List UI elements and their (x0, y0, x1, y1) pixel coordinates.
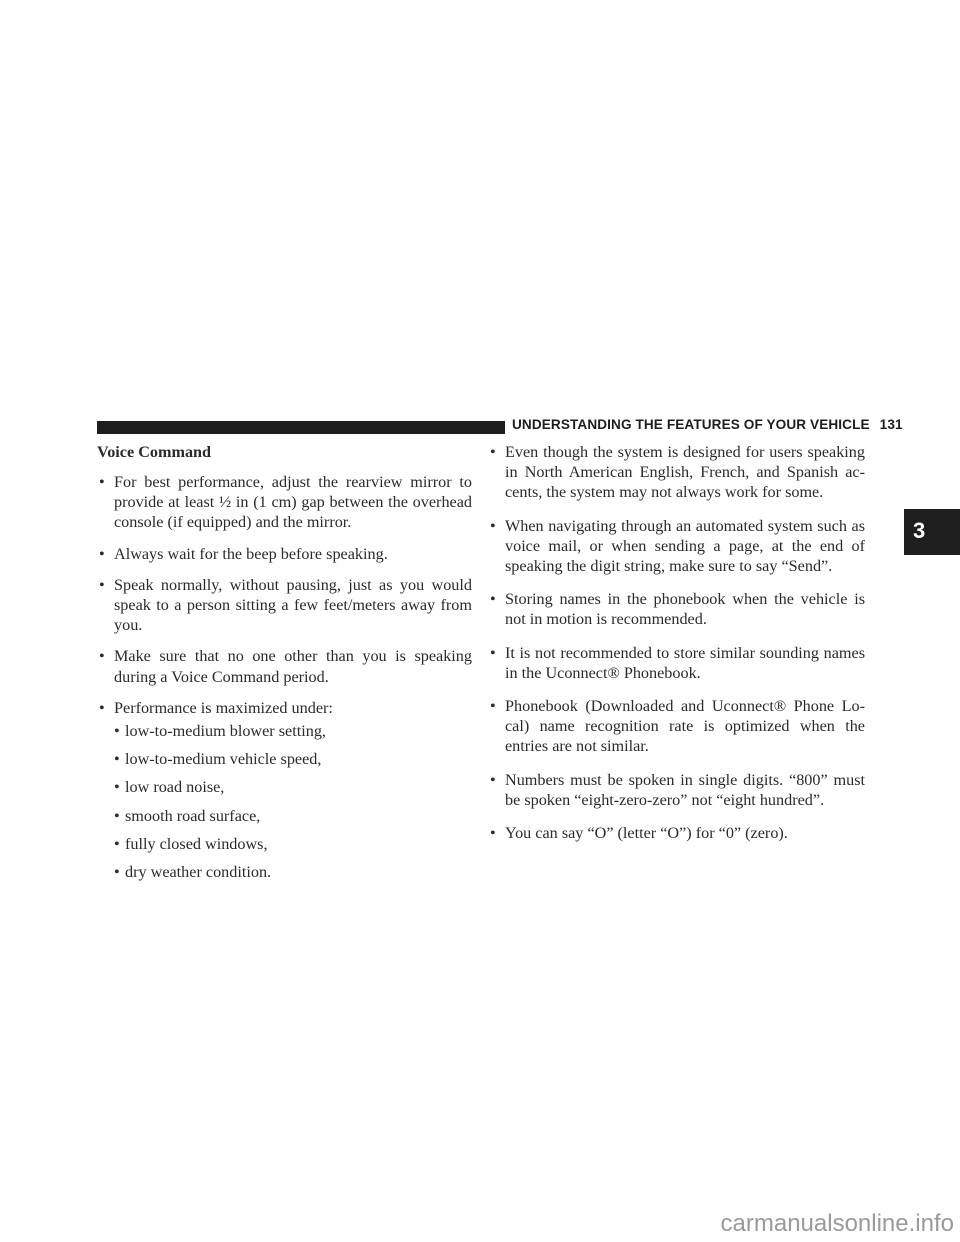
left-column (97, 442, 472, 893)
list-item: • Always wait for the beep before speaking. (97, 544, 472, 564)
list-item: • You can say “O” (letter “O”) for “0” (zero). (488, 823, 865, 843)
list-item: • Storing names in the phonebook when the vehicle is not in motion is recommended. (488, 589, 865, 629)
sub-list-item: • fully closed windows, (114, 834, 472, 854)
list-item: • For best performance, adjust the rearview mirror to provide at least ½ in (1 cm) gap between the overhead console (if equipped) and the mirror. (97, 472, 472, 533)
list-item: • It is not recommended to store similar sounding names in the Uconnect® Phonebook. (488, 643, 865, 683)
right-column (488, 442, 865, 856)
chapter-number: 3 (913, 518, 926, 543)
right-bullet-list (488, 442, 865, 843)
list-item-text: Performance is maximized under: (114, 698, 333, 717)
sub-list-item: • low-to-medium blower setting, (114, 721, 472, 741)
running-header (512, 417, 903, 432)
list-item: • Make sure that no one other than you is speaking during a Voice Command period. (97, 646, 472, 686)
list-item: • Numbers must be spoken in single digits. “800” must be spoken “eight-zero-zero” not “eight hundred”. (488, 770, 865, 810)
list-item: • Speak normally, without pausing, just as you would speak to a person sitting a few feet/meters away from you. (97, 575, 472, 636)
header-title: UNDERSTANDING THE FEATURES OF YOUR VEHICLE (512, 417, 870, 432)
page-number: 131 (879, 417, 903, 432)
section-title: Voice Command (97, 443, 212, 461)
sub-list-item: • smooth road surface, (114, 806, 472, 826)
header-rule (97, 421, 505, 434)
list-item-performance (97, 698, 472, 882)
sub-list-item: • dry weather condition. (114, 862, 472, 882)
list-item: • Even though the system is designed for users speaking in North American English, French, and Spanish ac-cents, the system may not always work for some. (488, 442, 865, 503)
watermark: carmanualsonline.info (720, 1210, 954, 1237)
left-bullet-list (97, 472, 472, 882)
list-item: • Phonebook (Downloaded and Uconnect® Phone Lo-cal) name recognition rate is optimized when the entries are not similar. (488, 696, 865, 757)
sub-list-item: • low road noise, (114, 777, 472, 797)
sub-bullet-list (114, 721, 472, 882)
chapter-tab (904, 509, 960, 555)
list-item: • When navigating through an automated system such as voice mail, or when sending a page, at the end of speaking the digit string, make sure to say “Send”. (488, 516, 865, 577)
sub-list-item: • low-to-medium vehicle speed, (114, 749, 472, 769)
